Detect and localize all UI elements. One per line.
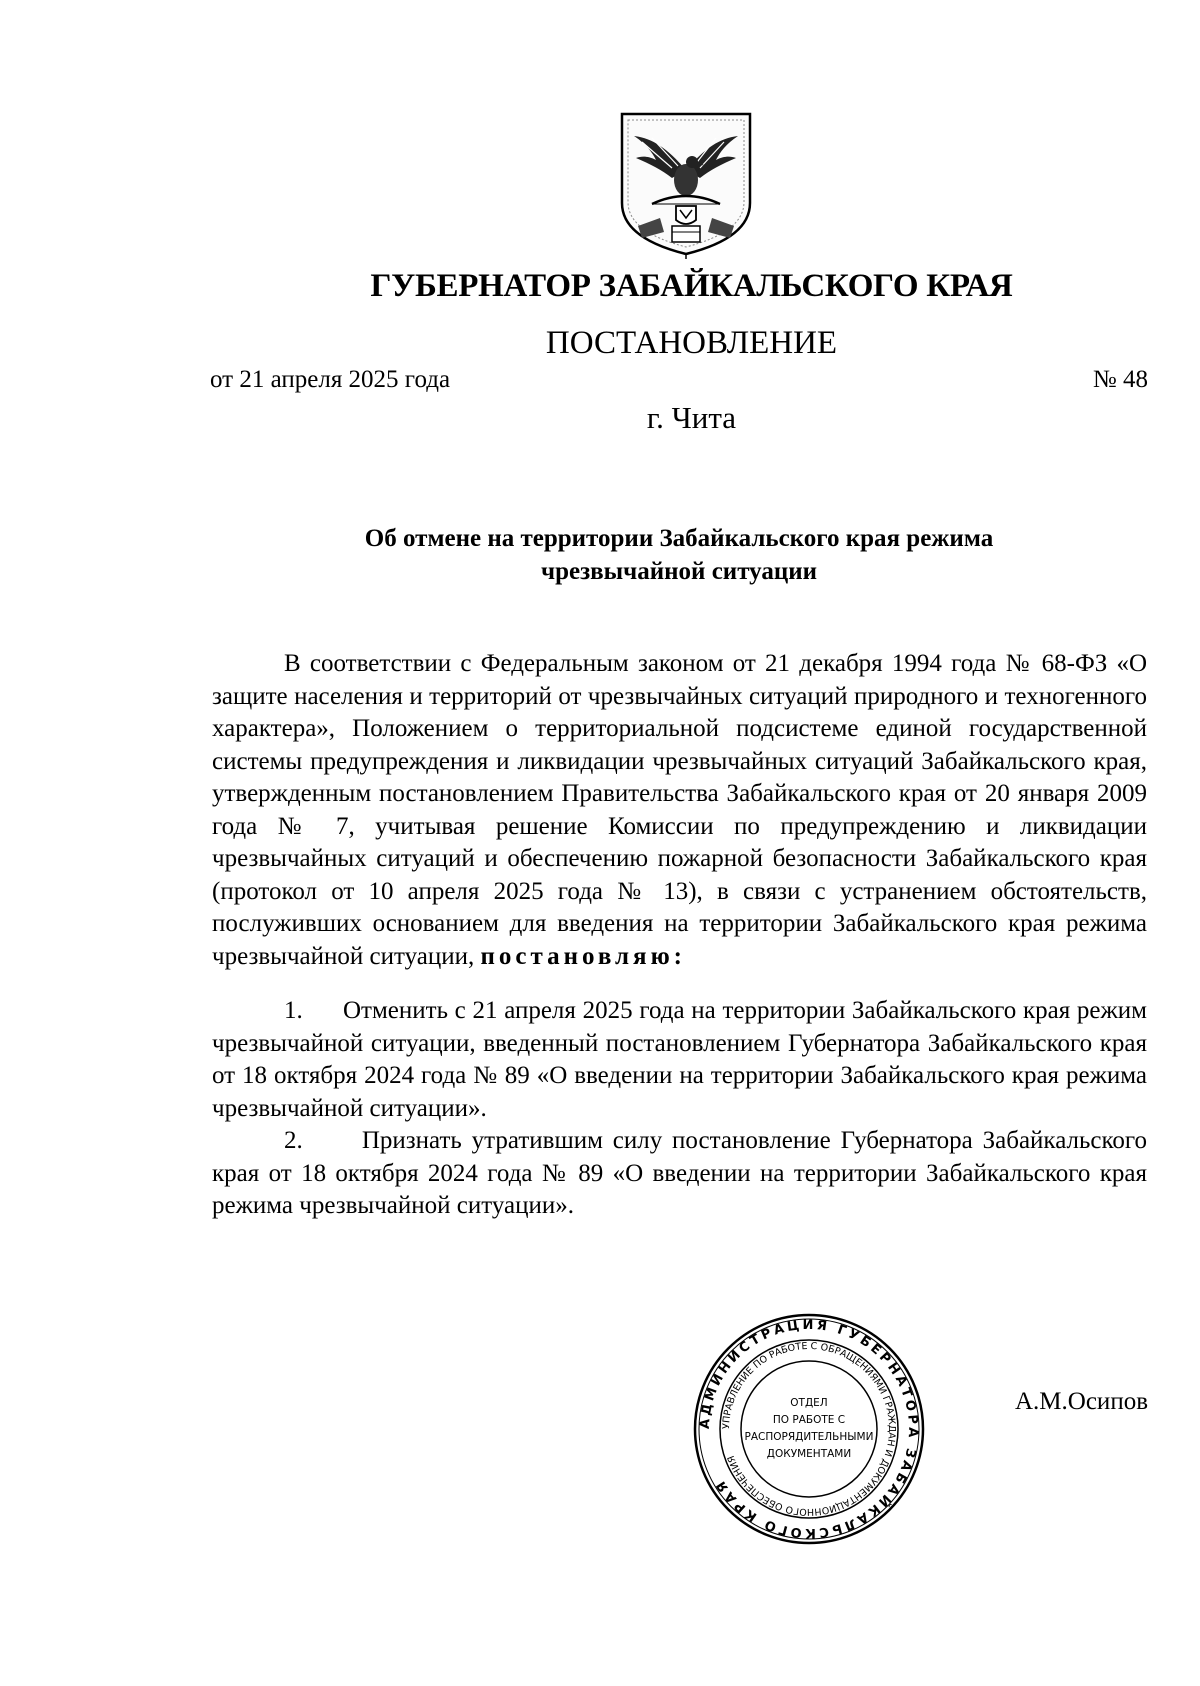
seal-center-line: РАСПОРЯДИТЕЛЬНЫМИ <box>744 1431 874 1443</box>
seal-center-line: ПО РАБОТЕ С <box>772 1414 846 1426</box>
issuing-authority: ГУБЕРНАТОР ЗАБАЙКАЛЬСКОГО КРАЯ <box>370 268 1013 304</box>
svg-text:УПРАВЛЕНИЕ ПО РАБОТЕ С ОБРАЩЕН <box>721 1341 897 1517</box>
clause-item <box>212 1125 1147 1223</box>
title-line: Об отмене на территории Забайкальского края режима <box>364 525 994 552</box>
document-body <box>212 648 1147 1223</box>
signatory-name: А.М.Осипов <box>1015 1388 1148 1415</box>
preamble-paragraph <box>212 648 1147 973</box>
clause-number: 2. <box>284 1127 303 1154</box>
decree-word: постановляю: <box>480 942 687 970</box>
seal-center-line: ОТДЕЛ <box>790 1397 828 1409</box>
document-city: г. Чита <box>646 400 737 435</box>
coat-of-arms-icon <box>612 108 760 260</box>
clause-text: Отменить с 21 апреля 2025 года на территории Забайкальского края режим чрезвычайной ситуации, введенный постановлением Губернатора Забайкальского края от 18 октября 2024 года № 89 «О введении на территории Забайкальского края режима чрезвычайной ситуации». <box>212 997 1147 1122</box>
document-type: ПОСТАНОВЛЕНИЕ <box>545 325 838 361</box>
clause-number: 1. <box>284 997 303 1024</box>
document-date: от 21 апреля 2025 года <box>210 366 451 393</box>
document-number: № 48 <box>1092 366 1148 393</box>
title-line: чрезвычайной ситуации <box>540 558 818 585</box>
seal-center-line: ДОКУМЕНТАМИ <box>766 1448 852 1460</box>
seal-outer-text: АДМИНИСТРАЦИЯ ГУБЕРНАТОРА ЗАБАЙКАЛЬСКОГО КРАЯ <box>697 1317 921 1541</box>
seal-ring-text: УПРАВЛЕНИЕ ПО РАБОТЕ С ОБРАЩЕНИЯМИ ГРАЖДАН И ДОКУМЕНТАЦИОННОГО ОБЕСПЕЧЕНИЯ <box>720 1340 898 1518</box>
clause-item <box>212 995 1147 1125</box>
clause-text: Признать утратившим силу постановление Губернатора Забайкальского края от 18 октября 2024 года № 89 «О введении на территории Забайкальского края режима чрезвычайной ситуации». <box>212 1127 1147 1219</box>
document-title <box>210 522 1148 588</box>
preamble-text: В соответствии с Федеральным законом от 21 декабря 1994 года № 68-ФЗ «О защите населения и территорий от чрезвычайных ситуаций природного и техногенного характера», Положением о территориальной подсистеме единой государственной системы предупреждения и ликвидации чрезвычайных ситуаций Забайкальского края, утвержденным постановлением Правительства Забайкальского края от 20 января 2009 года № 7, учитывая решение Комиссии по предупреждению и ликвидации чрезвычайных ситуаций и обеспечению пожарной безопасности Забайкальского края (протокол от 10 апреля 2025 года № 13), в связи с устранением обстоятельств, послуживших основанием для введения на территории Забайкальского края режима чрезвычайной ситуации, <box>212 650 1147 970</box>
official-seal-icon <box>690 1310 928 1548</box>
